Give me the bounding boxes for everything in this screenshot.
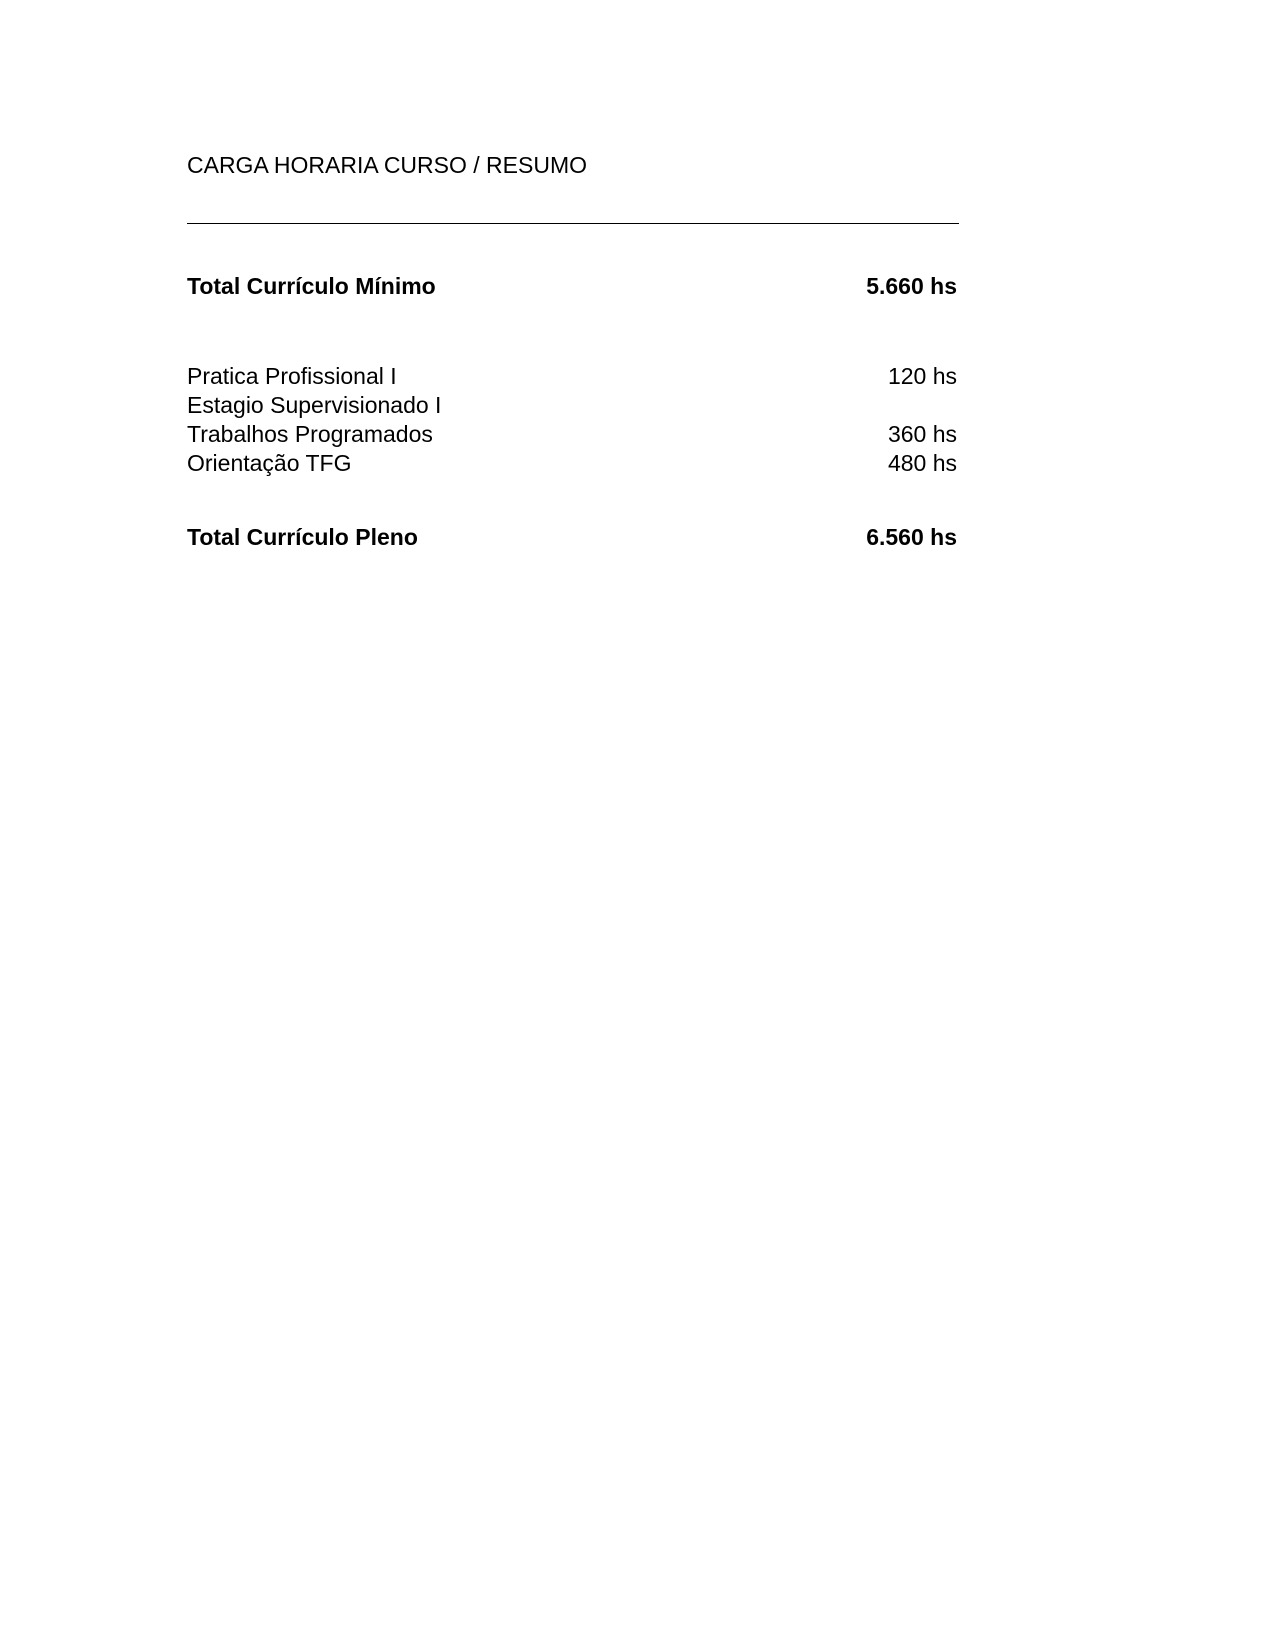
item-label: Estagio Supervisionado I — [187, 392, 442, 418]
document-title: CARGA HORARIA CURSO / RESUMO — [187, 152, 588, 178]
list-item — [187, 361, 957, 391]
total-minimo-row — [187, 271, 957, 301]
list-item — [187, 390, 957, 420]
total-minimo-label: Total Currículo Mínimo — [187, 273, 436, 299]
total-pleno-row — [187, 522, 957, 552]
item-value: 120 hs — [887, 363, 957, 389]
list-item — [187, 419, 957, 449]
item-value: 360 hs — [887, 421, 957, 447]
item-value: 480 hs — [887, 450, 957, 476]
item-label: Trabalhos Programados — [187, 421, 433, 447]
total-minimo-value: 5.660 hs — [866, 273, 957, 299]
list-item — [187, 448, 957, 478]
item-label: Pratica Profissional I — [187, 363, 397, 389]
total-pleno-value: 6.560 hs — [866, 524, 957, 550]
item-label: Orientação TFG — [187, 450, 352, 476]
total-pleno-label: Total Currículo Pleno — [187, 524, 418, 550]
title-divider — [187, 223, 959, 224]
